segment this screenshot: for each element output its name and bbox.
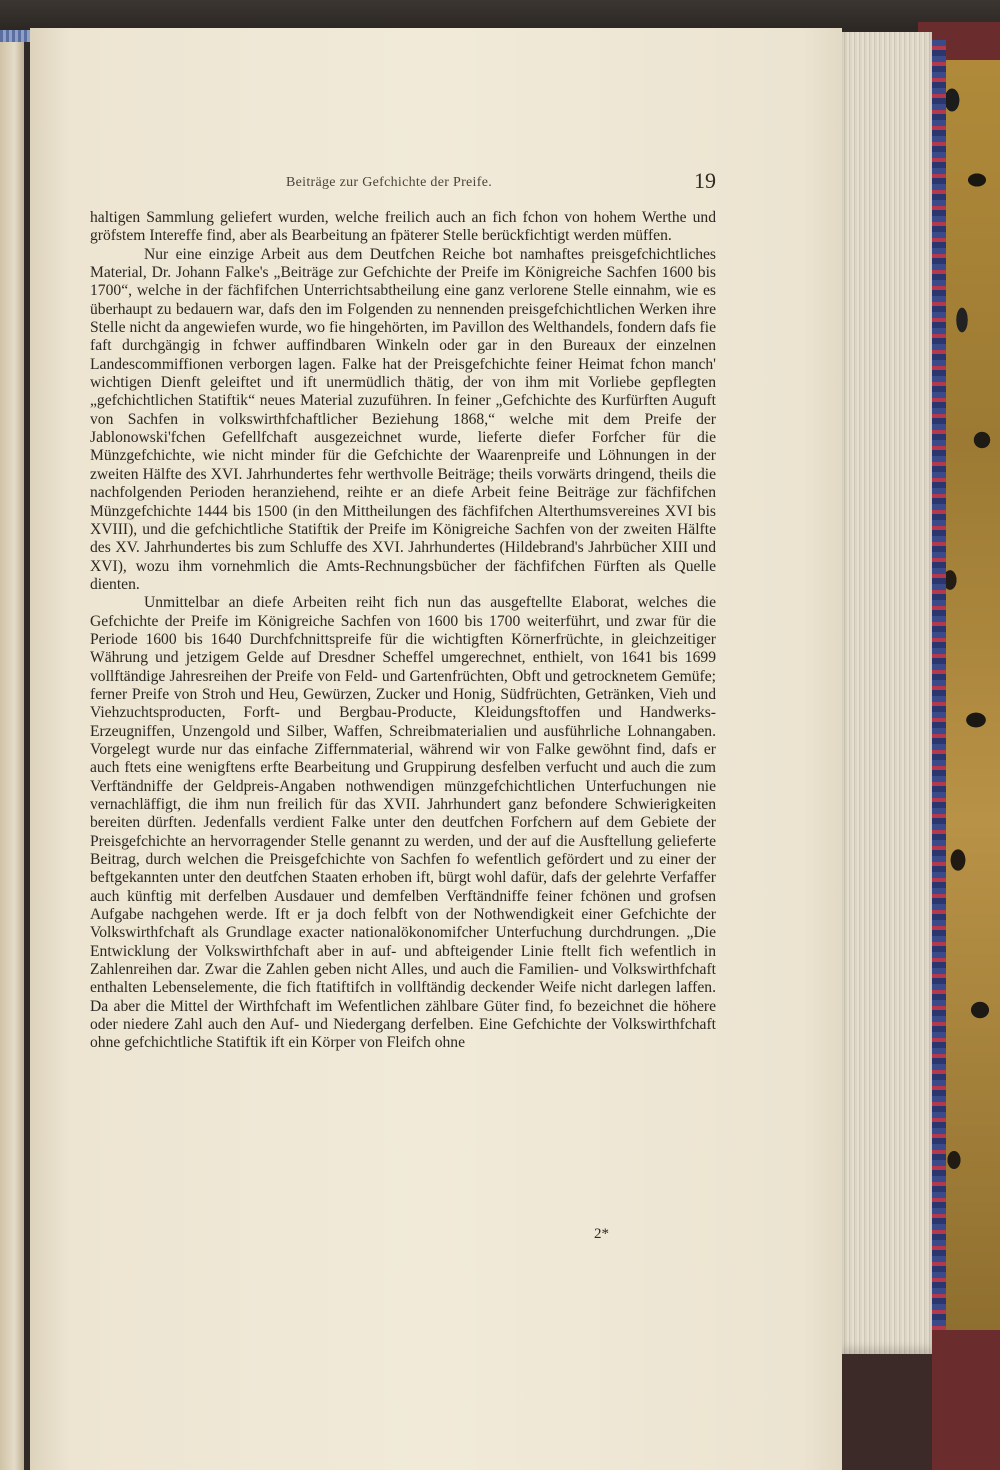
dark-background <box>0 0 1000 30</box>
left-page-edge <box>0 30 24 1470</box>
paragraph-falke: Nur eine einzige Arbeit aus dem Deutfchen Reiche bot namhaftes preisgefchichtliches Material, Dr. Johann Falke's „Beiträge zur Gefchichte der Preife im Königreiche Sachfen 1600 bis 1700“, welche in der fächfifchen Unterrichtsabtheilung eine ganz verlorene Stelle einnahm, wie es überhaupt zu bedauern war, dafs den im Folgenden zu nennenden preisgefchichtlichen Werken ihre Stelle nicht da angewiefen wurde, wo fie hingehörten, im Pavillon des Welthandels, fondern dafs fie faft durchgängig in fchwer auffindbaren Winkeln oder gar in den Bureaux der einzelnen Landescommiffionen verborgen lagen. Falke hat der Preisgefchichte feiner Heimat fchon manch' wichtigen Dienft geleiftet und ift unermüdlich thätig, der von ihm mit Vorliebe gepflegten „gefchichtlichen Statiftik“ neues Material zuzuführen. In feiner „Gefchichte des Kurfürften Auguft von Sachfen in volkswirthfchaftlicher Beziehung 1868,“ welche mit dem Preife der Jablonowski'fchen Gefellfchaft ausgezeichnet wurde, lieferte diefer Forfcher für die Münzgefchichte, wie nicht minder für die Gefchichte der Waarenpreife und Löhnungen in der zweiten Hälfte des XVI. Jahrhundertes fehr werthvolle Beiträge; theils vorwärts dringend, theils die nachfolgenden Perioden heranziehend, reihte er an diefe Arbeit feine Beiträge zur fächfifchen Münzgefchichte 1444 bis 1500 (in den Mittheilungen des fächfifchen Alterthumsvereines XVI bis XVIII), und die gefchichtliche Statiftik der Preife im Königreiche Sachfen von der zweiten Hälfte des XV. Jahrhundertes bis zum Schluffe des XVI. Jahrhundertes (Hildebrand's Jahrbücher XIII und XVI), wozu ihm vornehmlich die Amts-Rechnungsbücher der fächfifchen Fürften als Quelle dienten. <box>90 245 716 593</box>
paragraph-elaborat: Unmittelbar an diefe Arbeiten reiht fich nun das ausgeftellte Elaborat, welches die Gefchichte der Preife im Königreiche Sachfen von 1600 bis 1700 weiterführt, und zwar für die Periode 1600 bis 1640 Durchfchnittspreife für die wichtigften Körnerfrüchte, in gleichzeitiger Währung und jetzigem Gelde auf Dresdner Scheffel umgerechnet, enthielt, von 1641 bis 1699 vollftändige Jahresreihen der Preife von Feld- und Gartenfrüchten, Obft und getrocknetem Gemüfe; ferner Preife von Stroh und Heu, Gewürzen, Zucker und Honig, Südfrüchten, Getränken, Vieh und Viehzuchtsproducten, Forft- und Bergbau-Producte, Kleidungsftoffen und Handwerks-Erzeugniffen, Unzengold und Silber, Waffen, Schreibmaterialien und ausführliche Lohnangaben. Vorgelegt wurde nur das einfache Ziffernmaterial, während wir von Falke gewöhnt find, dafs er auch ftets eine wenigftens erfte Bearbeitung und Gruppirung desfelben verfucht und auch die zum Verftändniffe der Geldpreis-Angaben nothwendigen münzgefchichtlichen Unterfuchungen nie vernachläffigt, die ihm nun freilich für das XVII. Jahrhundert ganz befondere Schwierigkeiten bereiten dürften. Jedenfalls verdient Falke unter den deutfchen Forfchern auf dem Gebiete der Preisgefchichte an hervorragender Stelle genannt zu werden, und der auf die Ausftellung gelieferte Beitrag, durch welchen die Preisgefchichte von Sachfen fo wefentlich gefördert und zu einer der beftgekannten unter den deutfchen Staaten erhoben ift, bürgt wohl dafür, dafs der gelehrte Verfaffer auch künftig mit derfelben Ausdauer und demfelben Verftändniffe feiner fchönen und grofsen Aufgabe nachgehen werde. Ift er ja doch felbft von der Nothwendigkeit einer Gefchichte der Volkswirthfchaft als Grundlage exacter nationalökonomifcher Unterfuchung durchdrungen. „Die Entwicklung der Volkswirthfchaft aber in auf- und abfteigender Linie ftellt fich wefentlich in Zahlenreihen dar. Zwar die Zahlen geben nicht Alles, und auch die Familien- und Volkswirthfchaft enthalten Lebenselemente, die fich ftatiftifch in vollftändig deckender Weife nicht darlegen laffen. Da aber die Mittel der Wirthfchaft im Wefentlichen zählbare Güter find, fo bezeichnet die höhere oder niedere Zahl auch den Auf- und Niedergang derfelben. Eine Gefchichte der Volkswirthfchaft ohne gefchichtliche Statiftik ift ein Körper von Fleifch ohne <box>90 594 716 1052</box>
signature-mark: 2* <box>594 1226 609 1242</box>
paragraph-continuation: haltigen Sammlung geliefert wurden, welche freilich auch an fich fchon von hohem Werthe und gröfstem Intereffe find, aber als Bearbeitung an fpäterer Stelle berückfichtigt werden müffen. <box>90 209 716 245</box>
page-header <box>90 168 716 194</box>
body-text <box>90 209 716 1053</box>
cover-board-bottom <box>842 1354 932 1470</box>
running-head: Beiträge zur Gefchichte der Preife. <box>286 175 493 190</box>
marbled-edge-stripe <box>932 40 946 1330</box>
page-block-edges <box>842 32 932 1354</box>
page-number: 19 <box>694 168 716 193</box>
left-page-marbling <box>0 30 34 42</box>
